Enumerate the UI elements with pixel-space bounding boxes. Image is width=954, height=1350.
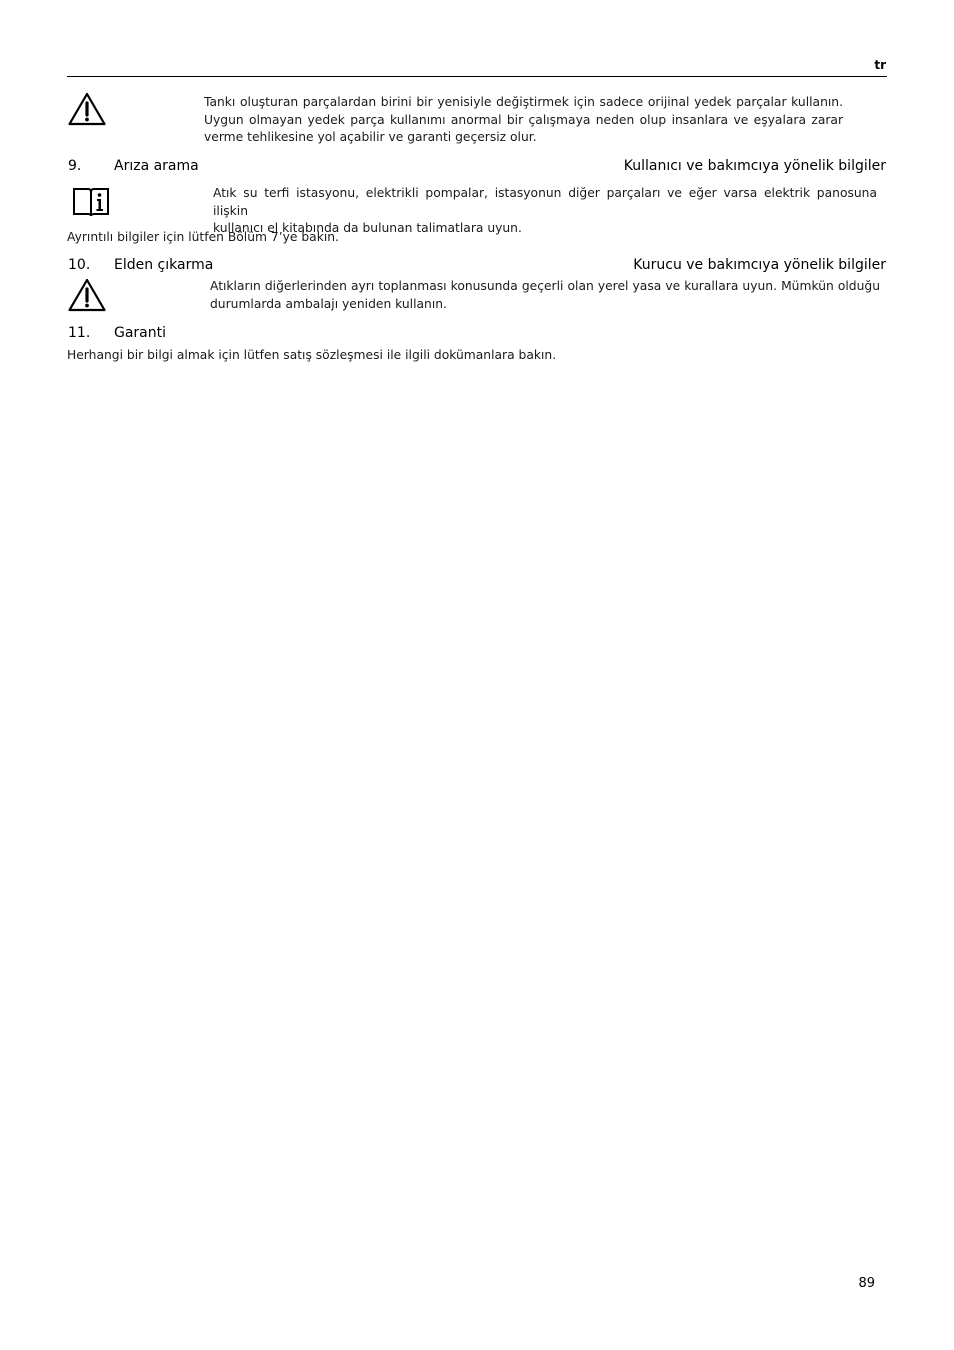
note-line: Atık su terfi istasyonu, elektrikli pompalar, istasyonun diğer parçaları ve eğer varsa elektrik panosuna ilişkin (213, 186, 877, 218)
section-11-body: Herhangi bir bilgi almak için lütfen satış sözleşmesi ile ilgili dokümanlara bakın. (67, 348, 557, 362)
section-10-note (210, 278, 880, 313)
note-line: durumlarda ambalajı yeniden kullanın. (210, 296, 447, 311)
section-audience: Kullanıcı ve bakımcıya yönelik bilgiler (623, 158, 886, 174)
section-number: 9. (68, 158, 82, 174)
note-line: kullanıcı el kitabında da bulunan talimatlara uyun. (213, 221, 522, 235)
warning-note-line: Tankı oluşturan parçalardan birini bir yenisiyle değiştirmek için sadece orijinal yedek parçalar kullanın. (204, 95, 843, 109)
warning-note-text (204, 94, 843, 147)
header-rule (67, 76, 887, 77)
section-number: 11. (68, 325, 91, 341)
page-number: 89 (858, 1276, 875, 1291)
warning-note-line: verme tehlikesine yol açabilir ve garanti geçersiz olur. (204, 130, 537, 144)
section-title: Elden çıkarma (114, 257, 214, 273)
section-heading-9 (67, 156, 887, 176)
section-heading-10 (67, 255, 887, 275)
warning-triangle-icon (68, 92, 106, 126)
note-line: Atıkların diğerlerinden ayrı toplanması konusunda geçerli olan yerel yasa ve kurallara uyun. Mümkün olduğu (210, 279, 880, 293)
section-number: 10. (68, 257, 91, 273)
language-tag: tr (874, 58, 886, 72)
section-audience: Kurucu ve bakımcıya yönelik bilgiler (633, 257, 886, 273)
info-manual-icon (72, 186, 110, 218)
section-title: Garanti (114, 325, 167, 341)
warning-note-line: Uygun olmayan yedek parça kullanımı anormal bir çalışmaya neden olup insanlara ve eşyalara zarar (204, 112, 843, 127)
section-title: Arıza arama (114, 158, 199, 174)
section-9-body: Ayrıntılı bilgiler için lütfen Bölüm 7’ye bakın. (67, 230, 339, 244)
section-heading-11 (67, 323, 887, 343)
warning-triangle-icon (68, 278, 106, 312)
